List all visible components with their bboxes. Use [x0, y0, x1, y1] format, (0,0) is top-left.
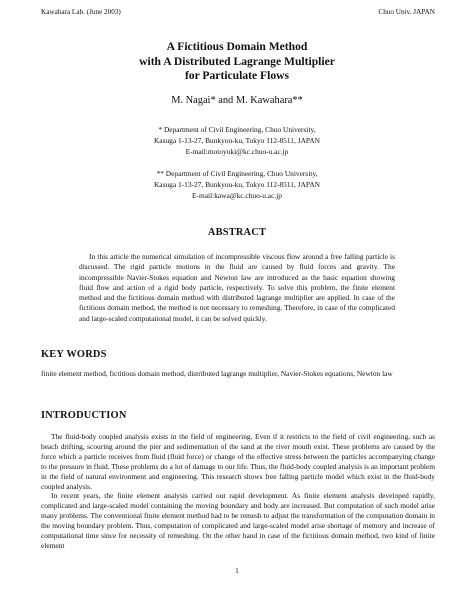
title-line: with A Distributed Lagrange Multiplier [139, 54, 335, 68]
introduction-paragraph: The fluid-body coupled analysis exists in the field of engineering. Even if it restricts to the field of civil engineering, such as beach drifting, scouring around the pier and sedimentation of the sand at the river mouth exist. These problems are caused by the force which a particle receives from fluid (fluid force) or change of the effective stress between the particles accompanying change to the pressure in fluid. These problems do a lot of damage to our life. Thus, the fluid-body coupled analysis is an important problem in the field of natural environment and engineering. This research shows free falling particle model which exist in the fluid-body coupled analysis. [41, 432, 435, 491]
affiliation-first-author [0, 124, 474, 158]
affiliation-line: Kasuga 1-13-27, Bunkyou-ku, Tokyo 112-8511, JAPAN [153, 136, 321, 146]
title-line: for Particulate Flows [184, 69, 290, 83]
affiliation-email: E-mail:motoyuki@kc.chuo-u.ac.jp [185, 147, 289, 157]
title-line: A Fictitious Domain Method [166, 40, 308, 53]
paper-title [0, 40, 474, 84]
authors: M. Nagai* and M. Kawahara** [171, 95, 303, 106]
running-head-left: Kawahara Lab. (June 2003) [41, 8, 121, 16]
affiliation-line: * Department of Civil Engineering, Chuo University, [158, 125, 316, 134]
affiliation-line: ** Department of Civil Engineering, Chuo University, [156, 169, 318, 178]
introduction-heading: INTRODUCTION [41, 410, 127, 421]
keywords-text: finite element method, fictitious domain method, distributed lagrange multiplier, Navier-Stokes equations, Newton law [41, 369, 393, 378]
affiliation-second-author [0, 168, 474, 202]
page-number: 1 [235, 566, 239, 575]
running-head-right: Chuo Univ. JAPAN [378, 8, 435, 16]
introduction-paragraph: In recent years, the finite element analysis carried out rapid development. As finite element analysis developed rapidly, complicated and large-scaled model containing the moving boundary and body are increased. But computation of such model arise many problems. The conventional finite element method had to be remesh to adjust the transformation of the computation domain in the moving boundary problem. Thus, computation of complicated and large-scaled model arise shortage of memory and increase of computational time since for necessity of remeshing. On the other hand in case of the fictitious domain method, two kind of finite element [41, 491, 435, 550]
affiliation-email: E-mail:kawa@kc.chuo-u.ac.jp [192, 191, 282, 201]
running-head [41, 8, 435, 16]
introduction-body [41, 432, 435, 551]
abstract-text: In this article the numerical simulation of incompressible viscous flow around a free falling particle is discussed. The rigid particle motions in the fluid are caused by fluid forces and gravity. The incompressible Navier-Stokes equation and Newton law are introduced as the basic equation showing fluid flow and action of a rigid body particle, respectively. To solve this problem, the finite element method and the fictitious domain method with distributed lagrange multiplier are applied. In case of the fictitious domain method, the method is not necessary to remeshing. Therefore, in case of the complicated and large-scaled computational model, it can be solved quickly. [79, 252, 395, 323]
affiliation-line: Kasuga 1-13-27, Bunkyou-ku, Tokyo 112-8511, JAPAN [153, 180, 321, 190]
abstract-heading: ABSTRACT [207, 227, 267, 238]
keywords-heading: KEY WORDS [41, 349, 107, 360]
